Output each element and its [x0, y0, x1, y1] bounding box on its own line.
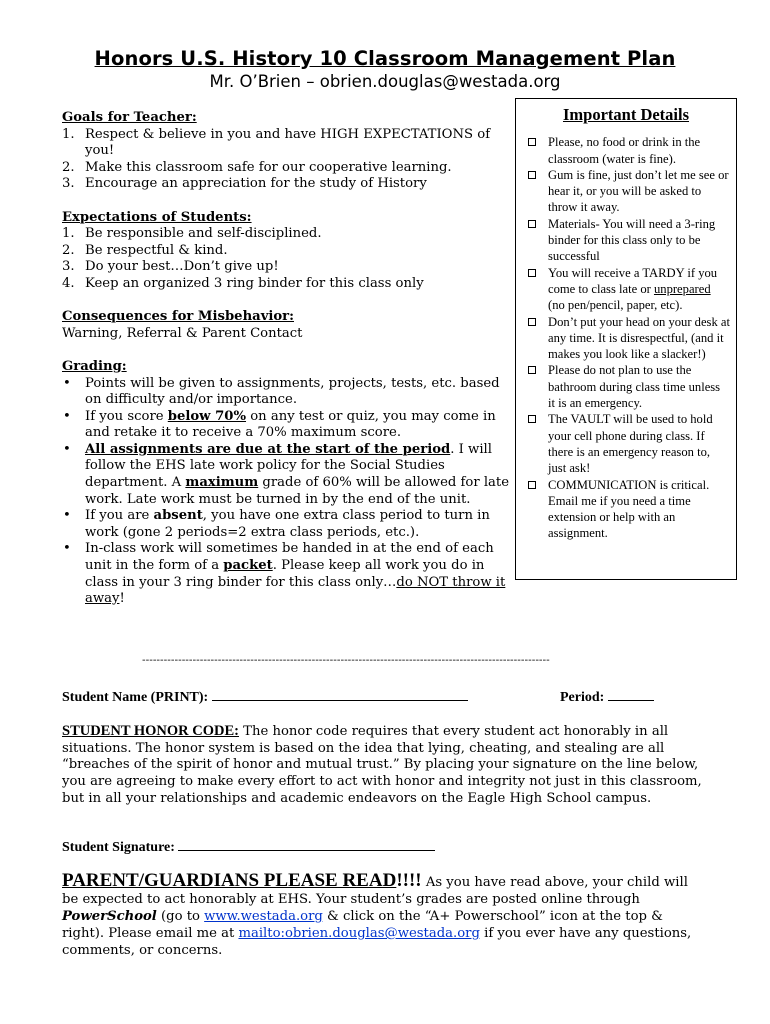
- important-details-heading: Important Details: [562, 105, 690, 124]
- grading-text: grade of 60% will be allowed for late work. Late work must be turned in by the end of the unit.: [85, 475, 510, 507]
- list-item: • If you score below 70% on any test or quiz, you may come in and retake it to receive a 70% maximum score.: [63, 408, 496, 441]
- period-line[interactable]: [608, 700, 654, 701]
- list-item: 1. Be responsible and self-disciplined.: [62, 226, 322, 242]
- powerschool-name: PowerSchool: [62, 909, 157, 924]
- expectation-text: Be responsible and self-disciplined.: [85, 226, 322, 242]
- grading-text: on any test or quiz, you may come in and retake it to receive a 70% maximum score.: [85, 408, 496, 441]
- list-item: 1. Respect & believe in you and have HIGH EXPECTATIONS of you!: [62, 126, 491, 159]
- period-field[interactable]: [560, 690, 654, 706]
- parent-text: As you have read above, your child will be expected to act honorably at EHS. Your student’s grades are posted online through: [62, 875, 688, 907]
- email-link[interactable]: mailto:obrien.douglas@westada.org: [238, 926, 480, 941]
- parent-text: (go to: [156, 909, 205, 924]
- parent-heading: PARENT/GUARDIANS PLEASE READ: [62, 870, 397, 891]
- grading-emphasis: All assignments are due at the start of the period: [85, 441, 451, 457]
- detail-text: You will receive a TARDY if you come to class late or: [548, 265, 718, 296]
- expectation-text: Keep an organized 3 ring binder for this class only: [85, 275, 424, 291]
- detail-text: Materials- You will need a 3-ring binder for this class only to be successful: [548, 216, 716, 264]
- grading-emphasis: below 70%: [167, 408, 247, 424]
- left-column: [62, 110, 517, 608]
- goal-text: Make this classroom safe for our cooperative learning.: [85, 159, 452, 175]
- detail-text: Gum is fine, just don’t let me see or hear it, or you will be asked to throw it away.: [548, 167, 729, 215]
- honor-code-text: The honor code requires that every student act honorably in all situations. The honor system is based on the idea that lying, cheating, and stealing are all “breaches of the spirit of honor and mutual trust.” By placing your signature on the line below, you are agreeing to make every effort to act with honor and integrity not just in this classroom, but in all your relationships and academic endeavors on the Eagle High School campus.: [62, 724, 702, 806]
- detail-text: Don’t put your head on your desk at any time. It is disrespectful, (and it makes you look like a slacker!): [548, 314, 730, 362]
- grading-text: !: [119, 591, 125, 607]
- list-item: 4. Keep an organized 3 ring binder for this class only: [62, 275, 424, 291]
- checkbox-icon: [528, 318, 536, 326]
- grading-emphasis: do NOT throw it away: [85, 574, 506, 607]
- parent-text: & click on the “A+ Powerschool” icon at the top & right). Please email me at: [62, 909, 663, 941]
- detail-text: Please do not plan to use the bathroom during class time unless it is an emergency.: [548, 363, 721, 411]
- westada-link[interactable]: www.westada.org: [204, 909, 323, 924]
- grading-text: In-class work will sometimes be handed in at the end of each unit in the form of a: [85, 541, 494, 574]
- goals-list: [62, 127, 517, 193]
- grading-text: If you score: [85, 408, 168, 424]
- grading-emphasis: maximum: [185, 475, 259, 491]
- cut-line-divider: -----------------------------------------------------------------------------------------------------------------: [142, 655, 550, 666]
- list-item: [516, 314, 736, 363]
- checkbox-icon: [528, 171, 536, 179]
- list-item: • All assignments are due at the start of the period. I will follow the EHS late work policy for the Social Studies department. A maximum grade of 60% will be allowed for late work. Late work must be turned in by the end of the unit.: [63, 441, 510, 507]
- parent-heading-exclaim: !!!!: [396, 870, 422, 891]
- detail-emphasis: unprepared: [653, 281, 711, 296]
- grading-text: Points will be given to assignments, projects, tests, etc. based on difficulty and/or importance.: [85, 375, 500, 408]
- list-item: [516, 134, 736, 167]
- honor-code: [62, 723, 722, 808]
- grading-text: , you have one extra class period to turn in work (gone 2 periods=2 extra class periods, etc.).: [85, 508, 490, 540]
- expectation-text: Be respectful & kind.: [85, 242, 228, 258]
- expectations-heading: Expectations of Students:: [62, 209, 252, 225]
- list-item: [516, 411, 736, 476]
- list-item: [516, 477, 736, 542]
- list-item: 3. Encourage an appreciation for the study of History: [62, 176, 427, 192]
- consequences-heading: Consequences for Misbehavior:: [62, 309, 294, 325]
- student-name-label: Student Name (PRINT):: [62, 690, 209, 705]
- signature-label: Student Signature:: [62, 840, 175, 855]
- grading-heading: Grading:: [62, 358, 127, 374]
- signature-line[interactable]: [178, 850, 435, 851]
- list-item: 3. Do your best…Don’t give up!: [62, 259, 279, 275]
- grading-text: . I will follow the EHS late work policy for the Social Studies department. A: [85, 441, 492, 491]
- checkbox-icon: [528, 415, 536, 423]
- checkbox-icon: [528, 366, 536, 374]
- detail-text: The VAULT will be used to hold your cell phone during class. If there is an emergency reason to, just ask!: [548, 412, 713, 476]
- list-item: [516, 265, 736, 314]
- student-signature-field[interactable]: [62, 840, 435, 856]
- list-item: • In-class work will sometimes be handed in at the end of each unit in the form of a packet. Please keep all work you do in class in your 3 ring binder for this class only…do NOT throw it away!: [63, 541, 506, 607]
- checkbox-icon: [528, 220, 536, 228]
- teacher-contact: Mr. O’Brien – obrien.douglas@westada.org: [209, 72, 561, 91]
- detail-text: (no pen/pencil, paper, etc).: [548, 298, 683, 313]
- grading-emphasis: packet: [223, 558, 273, 574]
- consequences-text: Warning, Referral & Parent Contact: [62, 325, 303, 341]
- student-name-line[interactable]: [212, 700, 468, 701]
- goals-heading: Goals for Teacher:: [62, 110, 197, 125]
- list-item: • If you are absent, you have one extra class period to turn in work (gone 2 periods=2 extra class periods, etc.).: [63, 508, 490, 540]
- grading-emphasis: absent: [153, 508, 203, 524]
- expectations-list: [62, 226, 517, 292]
- list-item: • Points will be given to assignments, projects, tests, etc. based on difficulty and/or importance.: [63, 375, 500, 408]
- detail-text: COMMUNICATION is critical. Email me if you need a time extension or help with an assignment.: [548, 477, 710, 541]
- period-label: Period:: [560, 690, 605, 705]
- parent-notice: [62, 872, 702, 959]
- list-item: [516, 167, 736, 216]
- student-name-field[interactable]: [62, 690, 468, 706]
- checkbox-icon: [528, 269, 536, 277]
- goal-text: Respect & believe in you and have HIGH EXPECTATIONS of you!: [85, 126, 491, 159]
- expectation-text: Do your best…Don’t give up!: [85, 259, 279, 275]
- page-title: Honors U.S. History 10 Classroom Management Plan: [94, 47, 676, 70]
- details-list: [516, 134, 736, 541]
- list-item: [516, 362, 736, 411]
- list-item: 2. Be respectful & kind.: [62, 242, 228, 258]
- grading-text: . Please keep all work you do in class in your 3 ring binder for this class only…: [85, 558, 485, 590]
- checkbox-icon: [528, 481, 536, 489]
- goal-text: Encourage an appreciation for the study of History: [85, 176, 427, 192]
- detail-text: Please, no food or drink in the classroom (water is fine).: [548, 135, 701, 166]
- list-item: 2. Make this classroom safe for our cooperative learning.: [62, 159, 452, 175]
- checkbox-icon: [528, 138, 536, 146]
- grading-list: [62, 376, 517, 608]
- list-item: [516, 216, 736, 265]
- honor-code-heading: STUDENT HONOR CODE:: [62, 723, 239, 739]
- important-details-box: [515, 98, 737, 580]
- grading-text: If you are: [85, 508, 154, 524]
- parent-text: if you ever have any questions, comments, or concerns.: [62, 926, 692, 958]
